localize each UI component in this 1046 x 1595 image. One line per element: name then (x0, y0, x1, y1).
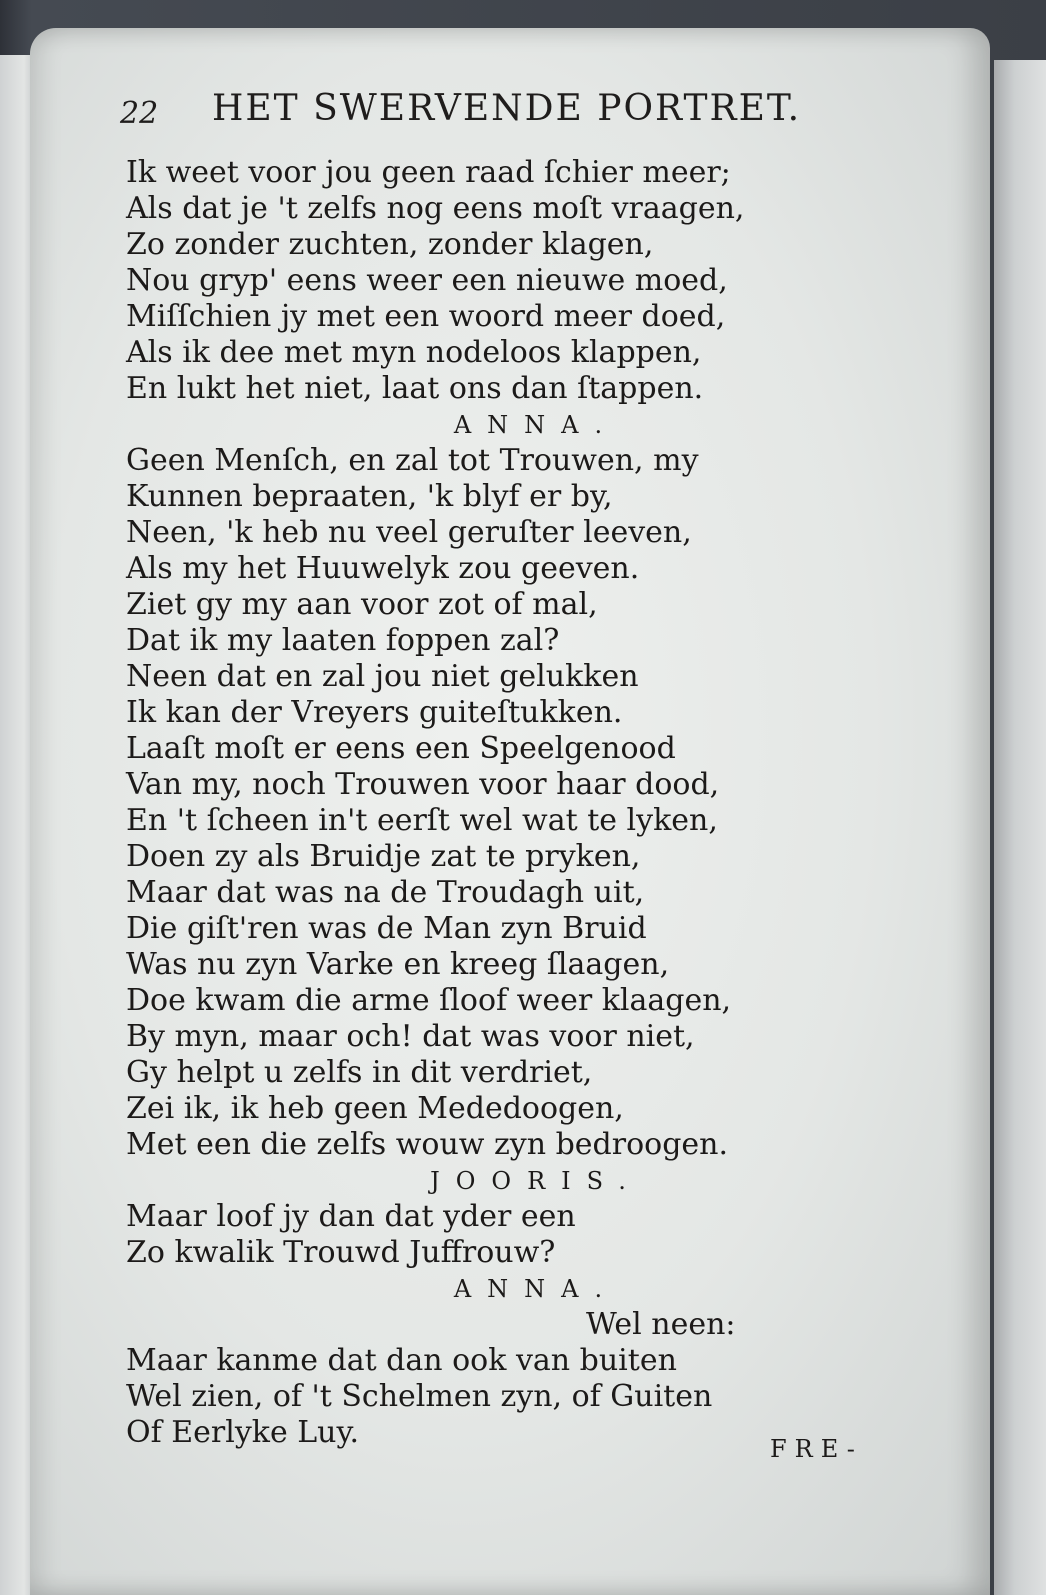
page-number: 22 (120, 96, 159, 131)
page-header (120, 88, 840, 148)
verse-line: Wel zien, of 't Schelmen zyn, of Guiten (126, 1379, 713, 1414)
verse-line: Maar loof jy dan dat yder een (126, 1199, 576, 1234)
verse-line: Ziet gy my aan voor zot of mal, (126, 587, 598, 622)
verse-line: Kunnen bepraaten, 'k blyf er by, (126, 479, 613, 514)
verse-line: Die giſt'ren was de Man zyn Bruid (126, 911, 647, 946)
verse-line: Miſſchien jy met een woord meer doed, (126, 299, 726, 334)
verse-line: Als ik dee met myn nodeloos klappen, (126, 335, 702, 370)
verse-line: Maar kanme dat dan ook van buiten (126, 1343, 677, 1378)
verse-line: Als dat je 't zelfs nog eens moſt vraagen, (126, 191, 745, 226)
speaker-heading: ANNA. (453, 1275, 619, 1303)
verse-line: Zei ik, ik heb geen Mededoogen, (126, 1091, 624, 1126)
right-page-edge (994, 60, 1046, 1595)
verse-line: Ik weet voor jou geen raad ſchier meer; (126, 155, 731, 190)
verse-line: En lukt het niet, laat ons dan ſtappen. (126, 371, 704, 406)
verse-line: Geen Menſch, en zal tot Trouwen, my (126, 443, 699, 478)
verse-line: Van my, noch Trouwen voor haar dood, (126, 767, 720, 802)
speaker-heading: ANNA. (453, 411, 619, 439)
catchword: FRE- (770, 1435, 863, 1463)
verse-line: Zo zonder zuchten, zonder klagen, (126, 227, 654, 262)
verse-line: Doen zy als Bruidje zat te pryken, (126, 839, 641, 874)
verse-line: Was nu zyn Varke en kreeg ſlaagen, (126, 947, 670, 982)
verse-line: Dat ik my laaten foppen zal? (126, 623, 560, 658)
verse-line: Ik kan der Vreyers guiteſtukken. (126, 695, 623, 730)
verse-line: Gy helpt u zelfs in dit verdriet, (126, 1055, 593, 1090)
running-head: HET SWERVENDE PORTRET. (212, 88, 802, 129)
verse-line: En 't ſcheen in't eerſt wel wat te lyken, (126, 803, 718, 838)
verse-line: By myn, maar och! dat was voor niet, (126, 1019, 695, 1054)
verse-line: Doe kwam die arme ſloof weer klaagen, (126, 983, 732, 1018)
speaker-heading: JOORIS. (430, 1167, 642, 1195)
verse-text (126, 155, 886, 1451)
verse-line: Met een die zelfs wouw zyn bedroogen. (126, 1127, 729, 1162)
verse-line-indented: Wel neen: (586, 1307, 736, 1342)
verse-line: Laaſt moſt er eens een Speelgenood (126, 731, 676, 766)
verse-line: Neen, 'k heb nu veel geruſter leeven, (126, 515, 692, 550)
verse-line: Nou gryp' eens weer een nieuwe moed, (126, 263, 728, 298)
verse-line: Of Eerlyke Luy. (126, 1415, 359, 1450)
verse-line: Als my het Huuwelyk zou geeven. (126, 551, 640, 586)
verse-line: Maar dat was na de Troudagh uit, (126, 875, 645, 910)
verse-line: Neen dat en zal jou niet gelukken (126, 659, 639, 694)
verse-line: Zo kwalik Trouwd Juffrouw? (126, 1235, 556, 1270)
